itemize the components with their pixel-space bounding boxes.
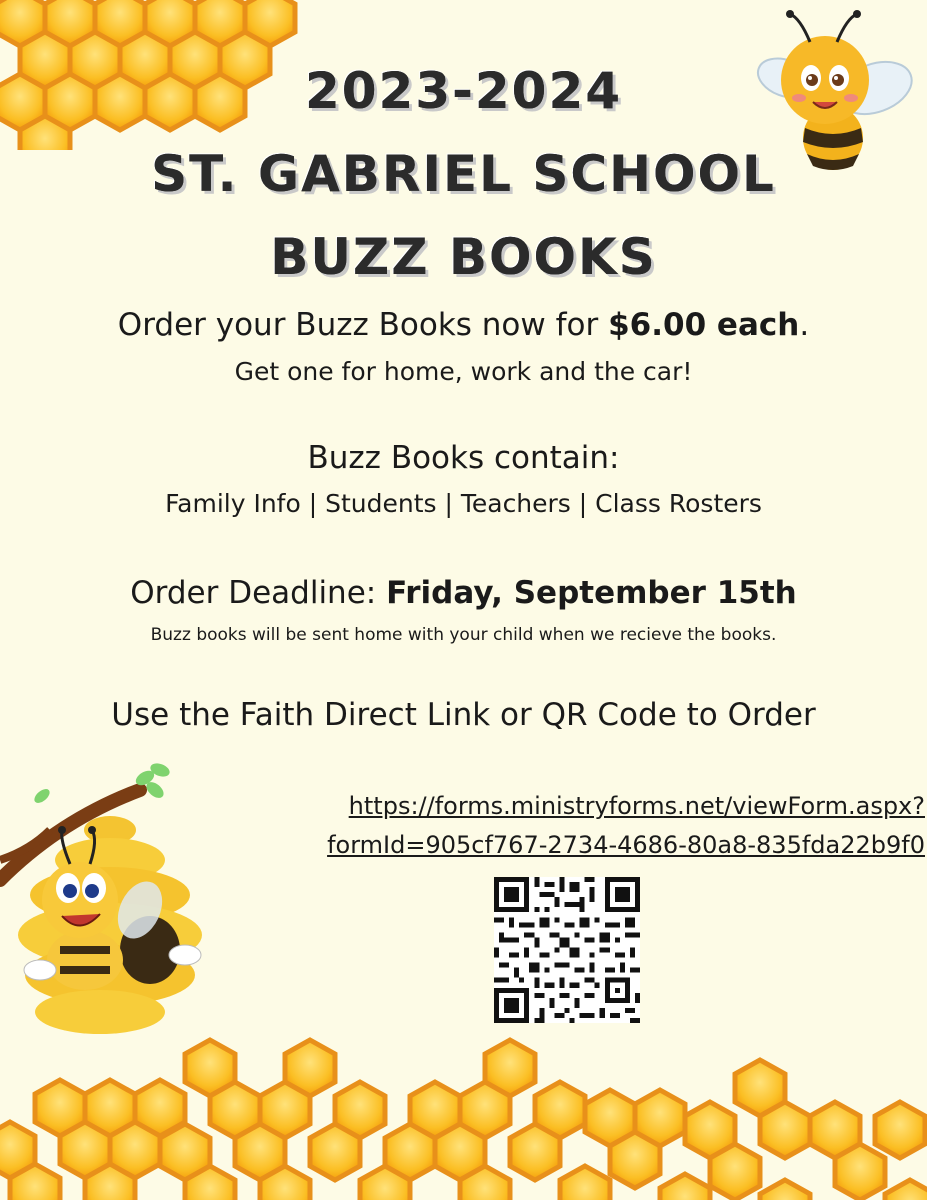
order-suffix: . — [799, 307, 810, 343]
deadline-note: Buzz books will be sent home with your child when we recieve the books. — [150, 625, 777, 645]
product-title: BUZZ BOOKS — [270, 228, 657, 286]
order-prefix: Order your Buzz Books now for — [117, 307, 609, 343]
deadline-date: Friday, September 15th — [386, 575, 797, 611]
deadline-label: Order Deadline: — [130, 575, 387, 611]
year-title: 2023-2024 — [304, 62, 623, 120]
school-title: ST. GABRIEL SCHOOL — [151, 145, 776, 203]
qr-code-icon[interactable] — [494, 877, 640, 1023]
order-price: $6.00 each — [608, 307, 800, 343]
order-link-line2[interactable]: formId=905cf767-2734-4686-80a8-835fda22b9f0 — [327, 831, 925, 859]
order-tagline: Get one for home, work and the car! — [234, 357, 693, 386]
deadline-line — [0, 575, 927, 611]
contents-list: Family Info | Students | Teachers | Class Rosters — [165, 489, 762, 518]
contents-heading: Buzz Books contain: — [307, 440, 620, 476]
honeycomb-bottom-icon — [0, 1030, 927, 1200]
order-link-line1[interactable]: https://forms.ministryforms.net/viewForm.aspx? — [348, 792, 925, 820]
order-line — [0, 307, 927, 343]
bee-hive-icon — [0, 760, 215, 1040]
order-instructions: Use the Faith Direct Link or QR Code to Order — [111, 697, 816, 733]
